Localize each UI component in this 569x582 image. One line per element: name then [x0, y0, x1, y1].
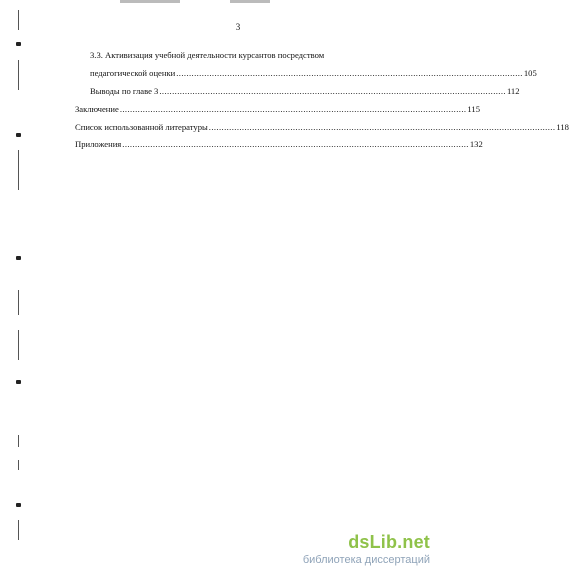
toc-dot-leader: ........................................................................................................................................ — [159, 86, 506, 96]
toc-entry-page: 118 — [556, 122, 569, 132]
toc-entry-conclusion — [75, 103, 480, 115]
toc-entry-3-3 — [90, 67, 537, 79]
scan-edge-line — [18, 435, 19, 447]
toc-entry-conclusions-ch3 — [90, 85, 520, 97]
toc-entry-title: Приложения — [75, 139, 122, 149]
scan-smudge — [120, 0, 180, 3]
toc-entry-title: педагогической оценки — [90, 68, 176, 78]
scan-edge-line — [18, 60, 19, 90]
scan-edge-line — [18, 460, 19, 470]
scan-edge-mark — [16, 42, 21, 46]
toc-entry-title: Список использованной литературы — [75, 122, 208, 132]
toc-entry-3-3-line1 — [90, 49, 410, 61]
toc-entry-title: Выводы по главе 3 — [90, 86, 159, 96]
scan-edge-mark — [16, 380, 21, 384]
toc-entry-title: 3.3. Активизация учебной деятельности курсантов посредством — [90, 50, 325, 60]
watermark-subtitle: библиотека диссертаций — [302, 554, 430, 566]
page-number: 3 — [235, 22, 241, 32]
scan-edge-line — [18, 330, 19, 360]
toc-entry-page: 132 — [469, 139, 483, 149]
toc-entry-title: Заключение — [75, 104, 119, 114]
watermark-logo: dsLib.net — [348, 532, 430, 552]
toc-dot-leader: ........................................................................................................................................ — [176, 68, 523, 78]
scan-edge-mark — [16, 503, 21, 507]
watermark — [258, 532, 438, 572]
toc-dot-leader: ........................................................................................................................................ — [122, 139, 469, 149]
scan-edge-mark — [16, 256, 21, 260]
scan-smudge — [230, 0, 270, 3]
toc-entry-page: 112 — [506, 86, 520, 96]
toc-dot-leader: ........................................................................................................................................ — [119, 104, 467, 114]
scan-edge-line — [18, 150, 19, 190]
scan-edge-line — [18, 290, 19, 315]
toc-entry-page: 105 — [523, 68, 537, 78]
scan-edge-mark — [16, 133, 21, 137]
toc-entry-appendices — [75, 138, 483, 150]
toc-dot-leader: ........................................................................................................................................ — [208, 122, 556, 132]
scan-edge-line — [18, 520, 19, 540]
toc-entry-page: 115 — [467, 104, 480, 114]
toc-entry-references — [75, 121, 569, 133]
